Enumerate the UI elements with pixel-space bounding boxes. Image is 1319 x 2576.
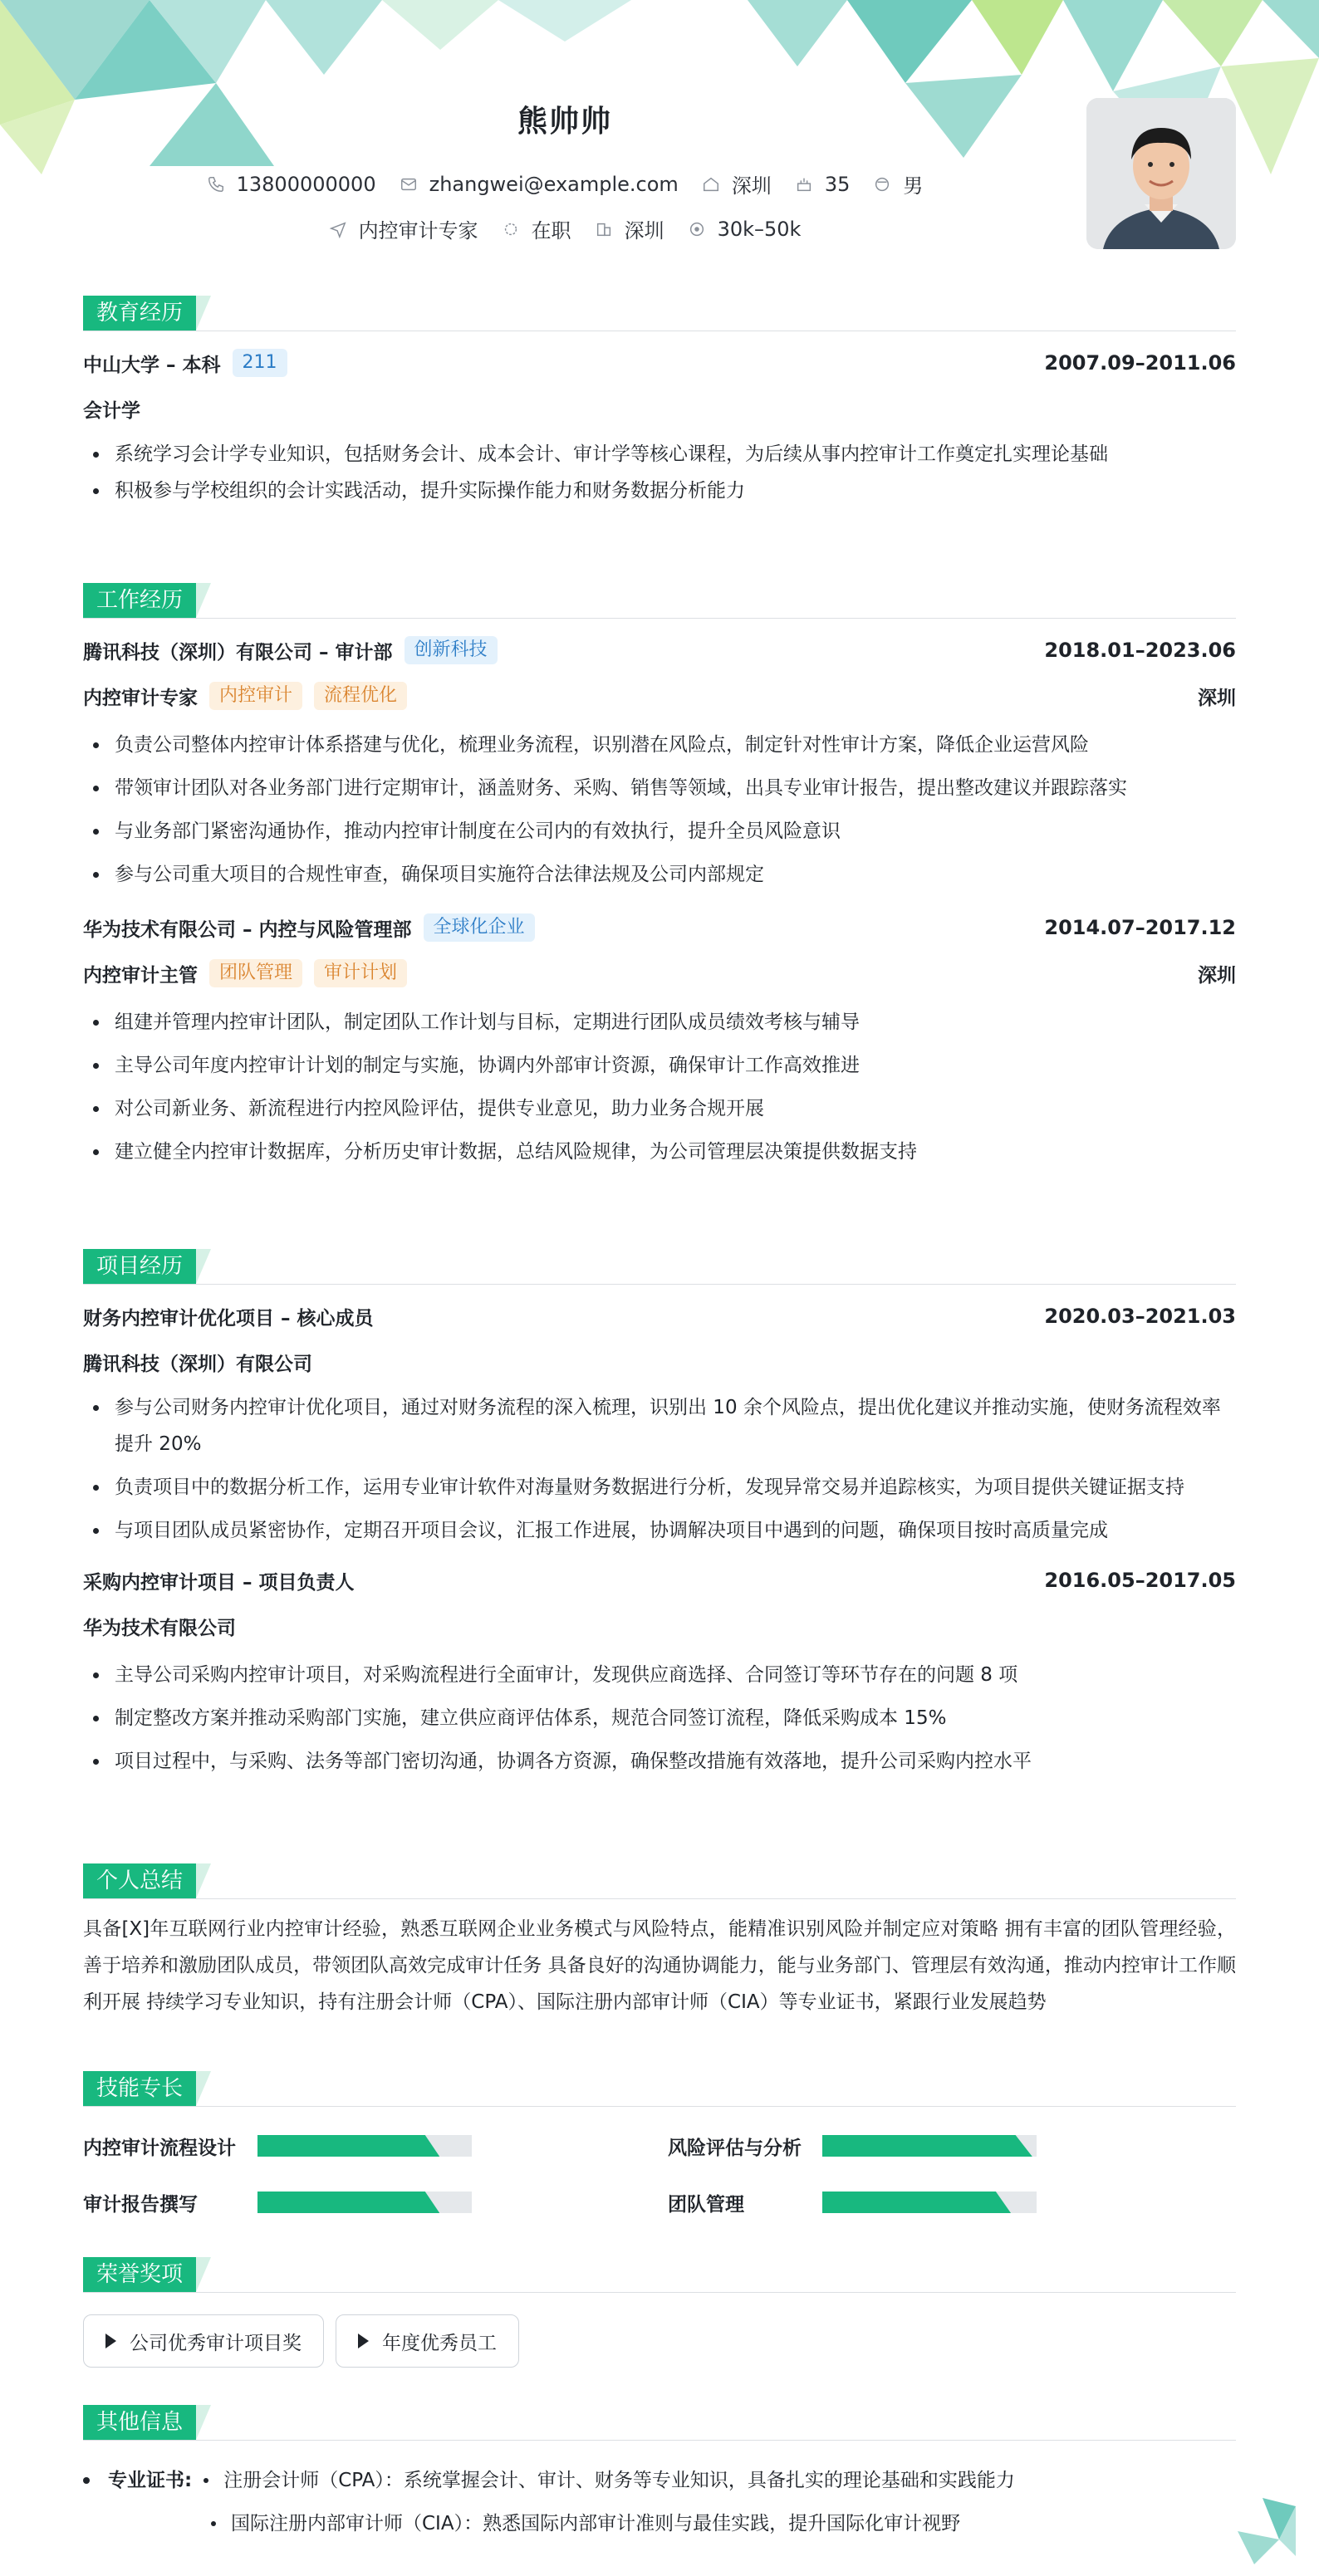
list-item: • 主导公司年度内控审计计划的制定与实施，协调内外部审计资源，确保审计工作高效推进	[110, 1044, 1236, 1087]
list-item: • 主导公司采购内控审计项目，对采购流程进行全面审计，发现供应商选择、合同签订等环节存在的问题 8 项	[110, 1653, 1236, 1697]
skill-bar-fill	[257, 2135, 439, 2157]
project-entry	[83, 1559, 1236, 1783]
gender-info	[873, 169, 923, 198]
project-name: 财务内控审计优化项目 – 核心成员	[83, 1307, 374, 1330]
avatar	[1086, 98, 1236, 249]
summary-title: 个人总结	[83, 1863, 196, 1898]
company-tag: 全球化企业	[424, 913, 535, 942]
skill-item	[83, 2127, 668, 2165]
email-info	[400, 173, 679, 196]
cake-icon	[795, 175, 813, 193]
skill-bar-fill	[257, 2192, 439, 2213]
location-text: 深圳	[731, 174, 772, 198]
award-item	[83, 2314, 324, 2368]
project-company: 腾讯科技（深圳）有限公司	[83, 1353, 312, 1375]
skills-title: 技能专长	[83, 2071, 196, 2106]
work-title: 工作经历	[83, 583, 196, 618]
list-item: • 负责项目中的数据分析工作，运用专业审计软件对海量财务数据进行分析，发现异常交易并追踪核实，为项目提供关键证据支持	[110, 1469, 1236, 1506]
work-section	[83, 583, 1236, 1183]
awards-section	[83, 2257, 1236, 2368]
list-item: • 项目过程中，与采购、法务等部门密切沟通，协调各方资源，确保整改措施有效落地，提升公司采购内控水平	[110, 1740, 1236, 1783]
work-city: 深圳	[1198, 964, 1236, 987]
awards-title: 荣誉奖项	[83, 2257, 196, 2292]
list-item: • 与业务部门紧密沟通协作，推动内控审计制度在公司内的有效执行，提升全员风险意识	[110, 810, 1236, 853]
list-item: • 参与公司重大项目的合规性审查，确保项目实施符合法律法规及公司内部规定	[110, 853, 1236, 896]
list-item: • 制定整改方案并推动采购部门实施，建立供应商评估体系，规范合同签订流程，降低采购成本 15%	[110, 1697, 1236, 1740]
status-info	[502, 214, 571, 243]
summary-text: 具备[X]年互联网行业内控审计经验，熟悉互联网企业业务模式与风险特点，能精准识别风险并制定应对策略 拥有丰富的团队管理经验，善于培养和激励团队成员，带领团队高效完成审计任务 具备良好的沟通协调能力，能与业务部门、管理层有效沟通，推动内控审计工作顺利开展 持续学习专业知识，持有注册会计师（CPA）、国际注册内部审计师（CIA）等专业证书，紧跟行业发展趋势	[83, 1918, 1236, 2013]
salary-info	[688, 218, 802, 241]
list-item: • 系统学习会计学专业知识，包括财务会计、成本会计、审计学等核心课程，为后续从事内控审计工作奠定扎实理论基础	[110, 436, 1236, 473]
candidate-name: 熊帅帅	[517, 105, 612, 139]
school-tag: 211	[233, 349, 287, 377]
project-company: 华为技术有限公司	[83, 1617, 236, 1639]
education-bullets	[83, 436, 1236, 509]
list-item: • 建立健全内控审计数据库，分析历史审计数据，总结风险规律，为公司管理层决策提供数据支持	[110, 1130, 1236, 1173]
list-item: • 负责公司整体内控审计体系搭建与优化，梳理业务流程，识别潜在风险点，制定针对性审计方案，降低企业运营风险	[110, 723, 1236, 766]
role-tag: 流程优化	[314, 682, 407, 710]
project-name: 采购内控审计项目 – 项目负责人	[83, 1571, 355, 1594]
play-triangle-icon	[358, 2334, 369, 2348]
list-item: • 积极参与学校组织的会计实践活动，提升实际操作能力和财务数据分析能力	[110, 473, 1236, 509]
age-info	[795, 173, 851, 196]
phone-info	[207, 173, 376, 196]
skill-item	[83, 2183, 668, 2221]
skill-bar	[822, 2135, 1037, 2157]
education-period: 2007.09–2011.06	[1044, 351, 1236, 375]
avatar-portrait	[1086, 98, 1236, 249]
job-intent-row	[0, 214, 1130, 243]
project-period: 2020.03–2021.03	[1044, 1305, 1236, 1328]
location-info	[702, 169, 772, 198]
school-name: 中山大学 – 本科	[83, 354, 221, 376]
list-item: • 与项目团队成员紧密协作，定期召开项目会议，汇报工作进展，协调解决项目中遇到的问题，确保项目按时高质量完成	[110, 1512, 1236, 1549]
contact-row	[0, 169, 1130, 198]
skill-bar	[257, 2135, 472, 2157]
building-icon	[595, 220, 613, 238]
salary-text: 30k–50k	[717, 217, 802, 241]
bullet-dot	[203, 2478, 208, 2483]
certificate-item: 注册会计师（CPA）：系统掌握会计、审计、财务等专业知识，具备扎实的理论基础和实践能力	[223, 2470, 1015, 2491]
skill-item	[668, 2183, 1236, 2221]
job-title-info	[329, 214, 478, 243]
age-text: 35	[824, 172, 851, 196]
play-triangle-icon	[105, 2334, 116, 2348]
work-entry	[83, 629, 1236, 896]
list-item: • 带领审计团队对各业务部门进行定期审计，涵盖财务、采购、销售等领域，出具专业审计报告，提出整改建议并跟踪落实	[110, 766, 1236, 810]
skill-bar	[822, 2192, 1037, 2213]
certificate-label: 专业证书:	[108, 2470, 193, 2491]
company-name: 华为技术有限公司 – 内控与风险管理部	[83, 918, 412, 941]
email-text: zhangwei@example.com	[429, 172, 679, 196]
gender-icon	[873, 175, 891, 193]
award-label: 公司优秀审计项目奖	[130, 2332, 302, 2354]
work-period: 2014.07–2017.12	[1044, 916, 1236, 939]
home-icon	[702, 175, 720, 193]
skill-bar-fill	[822, 2135, 1032, 2157]
other-title: 其他信息	[83, 2405, 196, 2440]
phone-icon	[207, 175, 225, 193]
bullet-dot	[211, 2521, 216, 2526]
footer-corner-decoration	[1229, 2498, 1296, 2564]
coin-icon	[688, 220, 706, 238]
company-tag: 创新科技	[405, 636, 498, 664]
work-period: 2018.01–2023.06	[1044, 639, 1236, 662]
status-icon	[502, 220, 520, 238]
certificate-item: 国际注册内部审计师（CIA）：熟悉国际内部审计准则与最佳实践，提升国际化审计视野	[231, 2513, 961, 2534]
project-entry	[83, 1295, 1236, 1549]
status-text: 在职	[531, 219, 571, 242]
skill-bar-fill	[822, 2192, 1011, 2213]
education-title: 教育经历	[83, 296, 196, 331]
work-city: 深圳	[1198, 687, 1236, 709]
company-name: 腾讯科技（深圳）有限公司 – 审计部	[83, 641, 393, 664]
role-title: 内控审计专家	[83, 687, 198, 709]
projects-title: 项目经历	[83, 1249, 196, 1284]
gender-text: 男	[903, 174, 924, 198]
list-item: • 组建并管理内控审计团队，制定团队工作计划与目标，定期进行团队成员绩效考核与辅导	[110, 1001, 1236, 1044]
skill-name: 内控审计流程设计	[83, 2137, 236, 2159]
skill-bar	[257, 2192, 472, 2213]
role-tag: 团队管理	[209, 959, 302, 987]
work-entry	[83, 906, 1236, 1173]
skill-name: 风险评估与分析	[668, 2137, 802, 2159]
skill-name: 团队管理	[668, 2193, 744, 2216]
skill-item	[668, 2127, 1236, 2165]
award-item	[336, 2314, 519, 2368]
role-tag: 审计计划	[314, 959, 407, 987]
paper-plane-icon	[329, 220, 347, 238]
skills-section	[83, 2071, 1236, 2221]
projects-section	[83, 1249, 1236, 1793]
list-item: • 参与公司财务内控审计优化项目，通过对财务流程的深入梳理，识别出 10 余个风险点，提出优化建议并推动实施，使财务流程效率提升 20%	[110, 1389, 1236, 1462]
role-title: 内控审计主管	[83, 964, 198, 987]
project-period: 2016.05–2017.05	[1044, 1569, 1236, 1592]
award-label: 年度优秀员工	[382, 2332, 497, 2354]
email-icon	[400, 175, 418, 193]
list-item: • 对公司新业务、新流程进行内控风险评估，提供专业意见，助力业务合规开展	[110, 1087, 1236, 1130]
skill-name: 审计报告撰写	[83, 2193, 198, 2216]
summary-section	[83, 1863, 1236, 2020]
education-section	[83, 296, 1236, 517]
bullet-dot	[83, 2477, 90, 2484]
job-title-text: 内控审计专家	[358, 219, 478, 242]
target-city-info	[595, 214, 664, 243]
major: 会计学	[83, 399, 140, 422]
target-city-text: 深圳	[624, 219, 664, 242]
other-section	[83, 2405, 1236, 2545]
phone-text: 13800000000	[236, 172, 376, 196]
role-tag: 内控审计	[209, 682, 302, 710]
